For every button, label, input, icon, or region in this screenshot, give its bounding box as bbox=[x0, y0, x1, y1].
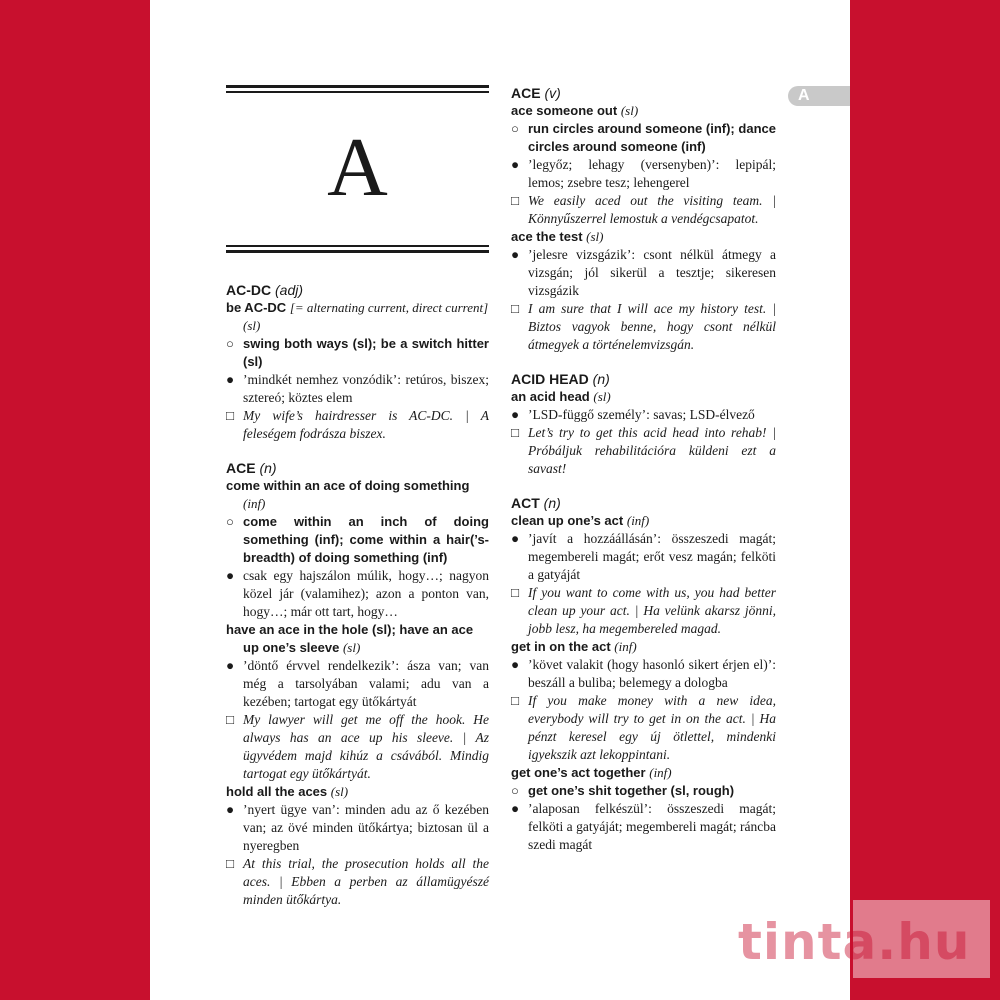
square-bullet-icon: □ bbox=[511, 585, 520, 600]
line-text: I am sure that I will ace my history test. | Biztos vagyok benne, hogy csont nélkül átmegyek a történelemvizsgán. bbox=[528, 301, 776, 352]
square-bullet-icon: □ bbox=[226, 712, 235, 727]
part-of-speech: (v) bbox=[544, 85, 561, 101]
section-letter-block bbox=[226, 85, 489, 255]
example-line bbox=[511, 584, 776, 638]
phrase-register: (inf) bbox=[243, 496, 266, 511]
line-text: ’követ valakit (hogy hasonló sikert érjen el)’: beszáll a buliba; belemegy a dologba bbox=[528, 657, 776, 690]
part-of-speech: (n) bbox=[543, 495, 561, 511]
entry-headword bbox=[226, 281, 489, 299]
top-rule-thin bbox=[226, 91, 489, 93]
phrase-register: (inf) bbox=[649, 765, 672, 780]
phrase-text: get one’s act together bbox=[511, 765, 646, 780]
entry-phrase bbox=[226, 621, 489, 657]
circle-bullet-icon: ○ bbox=[511, 121, 519, 136]
phrase-register: (sl) bbox=[620, 103, 639, 118]
synonym-line bbox=[511, 120, 776, 156]
phrase-text: ace someone out bbox=[511, 103, 618, 118]
synonym-line bbox=[511, 782, 776, 800]
definition-line bbox=[226, 657, 489, 711]
line-text: My lawyer will get me off the hook. He always has an ace up his sleeve. | Az ügyvédem majd kihúz a csávából. Mindig tartogat egy ütőkártyát. bbox=[243, 712, 489, 781]
phrase-register: (sl) bbox=[593, 389, 611, 404]
watermark-text: tinta.hu bbox=[738, 913, 971, 971]
phrase-register: (sl) bbox=[586, 229, 604, 244]
circle-bullet-icon: ○ bbox=[511, 783, 519, 798]
part-of-speech: (n) bbox=[259, 460, 277, 476]
circle-bullet-icon: ○ bbox=[226, 514, 234, 529]
entry-phrase bbox=[226, 299, 489, 335]
square-bullet-icon: □ bbox=[226, 856, 235, 871]
phrase-text: an acid head bbox=[511, 389, 590, 404]
definition-line bbox=[511, 800, 776, 854]
line-text: ’jelesre vizsgázik’: csont nélkül átmegy a vizsgán; jól sikerül a tesztje; sikeresen vizsgázik bbox=[528, 247, 776, 298]
line-text: come within an inch of doing something (inf); come within a hair(’s-breadth) of doing something (inf) bbox=[243, 514, 489, 565]
phrase-text: get in on the act bbox=[511, 639, 611, 654]
phrase-register: (sl) bbox=[342, 640, 361, 655]
bottom-rule-thin bbox=[226, 245, 489, 247]
headword-text: ACT bbox=[511, 495, 540, 511]
entry-headword bbox=[511, 494, 776, 512]
dot-bullet-icon: ● bbox=[226, 802, 235, 817]
entry-phrase bbox=[511, 228, 776, 246]
definition-line bbox=[511, 656, 776, 692]
top-rule bbox=[226, 85, 489, 88]
entry-phrase bbox=[511, 638, 776, 656]
left-red-band bbox=[0, 0, 150, 1000]
line-text: If you make money with a new idea, everybody will try to get in on the act. | Ha pénzt keresel egy új ötlettel, mindenki igyekszik azt lekoppintani. bbox=[528, 693, 776, 762]
entry-phrase bbox=[511, 388, 776, 406]
line-text: run circles around someone (inf); dance circles around someone (inf) bbox=[528, 121, 776, 154]
right-red-band bbox=[850, 0, 1000, 1000]
line-text: ’mindkét nemhez vonzódik’: retúros, biszex; sztereó; köztes elem bbox=[243, 372, 489, 405]
dot-bullet-icon: ● bbox=[511, 247, 520, 262]
dot-bullet-icon: ● bbox=[226, 372, 235, 387]
example-line bbox=[226, 855, 489, 909]
line-text: csak egy hajszálon múlik, hogy…; nagyon közel jár (valamihez); azon a ponton van, hogy…; már ott tart, hogy… bbox=[243, 568, 489, 619]
phrase-text: ace the test bbox=[511, 229, 583, 244]
phrase-text: hold all the aces bbox=[226, 784, 328, 799]
phrase-register: (inf) bbox=[626, 513, 650, 528]
entry-phrase bbox=[226, 477, 489, 513]
entry-headword bbox=[511, 370, 776, 388]
definition-line bbox=[511, 156, 776, 192]
synonym-line bbox=[226, 335, 489, 371]
phrase-text: come within an ace of doing something bbox=[226, 478, 470, 493]
headword-text: AC-DC bbox=[226, 282, 272, 298]
entry-phrase bbox=[511, 102, 776, 120]
part-of-speech: (n) bbox=[592, 371, 610, 387]
line-text: ’nyert ügye van’: minden adu az ő kezében van; az övé minden ütőkártya; biztosan ül a nyeregben bbox=[243, 802, 489, 853]
dot-bullet-icon: ● bbox=[511, 157, 520, 172]
definition-line bbox=[511, 406, 776, 424]
line-text: ’döntő érvvel rendelkezik’: ásza van; van még a tarsolyában valami; adu van a kezében; tartogat egy ütőkártyát bbox=[243, 658, 489, 709]
section-letter: A bbox=[327, 121, 388, 214]
entry-headword bbox=[511, 84, 776, 102]
definition-line bbox=[226, 801, 489, 855]
square-bullet-icon: □ bbox=[511, 193, 520, 208]
phrase-register: (inf) bbox=[614, 639, 637, 654]
letter-thumb-tab[interactable] bbox=[788, 86, 850, 106]
square-bullet-icon: □ bbox=[511, 693, 520, 708]
synonym-line bbox=[226, 513, 489, 567]
line-text: If you want to come with us, you had better clean up your act. | Ha velünk akarsz jönni, jobb lesz, ha megembereled magad. bbox=[528, 585, 776, 636]
square-bullet-icon: □ bbox=[226, 408, 235, 423]
entry-headword bbox=[226, 459, 489, 477]
dot-bullet-icon: ● bbox=[511, 407, 520, 422]
phrase-text: clean up one’s act bbox=[511, 513, 624, 528]
example-line bbox=[511, 692, 776, 764]
example-line bbox=[511, 300, 776, 354]
definition-line bbox=[226, 567, 489, 621]
example-line bbox=[511, 424, 776, 478]
square-bullet-icon: □ bbox=[511, 425, 520, 440]
line-text: We easily aced out the visiting team. | Könnyűszerrel lemostuk a vendégcsapatot. bbox=[528, 193, 776, 226]
right-column bbox=[511, 84, 776, 854]
line-text: My wife’s hairdresser is AC-DC. | A feleségem fodrásza biszex. bbox=[243, 408, 489, 441]
dot-bullet-icon: ● bbox=[511, 531, 520, 546]
line-text: At this trial, the prosecution holds all the aces. | Ebben a perben az államügyészé minden ütőkártya. bbox=[243, 856, 489, 907]
left-column bbox=[226, 281, 489, 909]
dot-bullet-icon: ● bbox=[226, 568, 235, 583]
square-bullet-icon: □ bbox=[511, 301, 520, 316]
bottom-rule bbox=[226, 250, 489, 253]
circle-bullet-icon: ○ bbox=[226, 336, 234, 351]
part-of-speech: (adj) bbox=[275, 282, 304, 298]
headword-text: ACE bbox=[511, 85, 541, 101]
phrase-text: be AC-DC bbox=[226, 300, 287, 315]
line-text: Let’s try to get this acid head into rehab! | Próbáljuk rehabilitációra küldeni ezt a savast! bbox=[528, 425, 776, 476]
definition-line bbox=[511, 246, 776, 300]
line-text: swing both ways (sl); be a switch hitter (sl) bbox=[243, 336, 489, 369]
phrase-register: (sl) bbox=[330, 784, 349, 799]
example-line bbox=[511, 192, 776, 228]
phrase-register: [= alternating current, direct current] (sl) bbox=[243, 300, 489, 333]
line-text: ’LSD-függő személy’: savas; LSD-élvező bbox=[528, 407, 755, 422]
dot-bullet-icon: ● bbox=[511, 801, 520, 816]
example-line bbox=[226, 711, 489, 783]
definition-line bbox=[511, 530, 776, 584]
dot-bullet-icon: ● bbox=[226, 658, 235, 673]
line-text: ’alaposan felkészül’: összeszedi magát; felköti a gatyáját; megembereli magát; ráncba szedi magát bbox=[528, 801, 776, 852]
tab-letter: A bbox=[798, 87, 810, 104]
headword-text: ACID HEAD bbox=[511, 371, 589, 387]
example-line bbox=[226, 407, 489, 443]
phrase-text: have an ace in the hole (sl); have an ace up one’s sleeve bbox=[226, 622, 474, 655]
entry-phrase bbox=[511, 512, 776, 530]
entry-phrase bbox=[226, 783, 489, 801]
headword-text: ACE bbox=[226, 460, 256, 476]
line-text: ’javít a hozzáállásán’: összeszedi magát; megembereli magát; erőt vesz magán; felköti a gatyáját bbox=[528, 531, 776, 582]
line-text: ’legyőz; lehagy (versenyben)’: lepipál; lemos; zsebre tesz; lehengerel bbox=[528, 157, 776, 190]
dot-bullet-icon: ● bbox=[511, 657, 520, 672]
entry-phrase bbox=[511, 764, 776, 782]
line-text: get one’s shit together (sl, rough) bbox=[528, 783, 735, 798]
definition-line bbox=[226, 371, 489, 407]
